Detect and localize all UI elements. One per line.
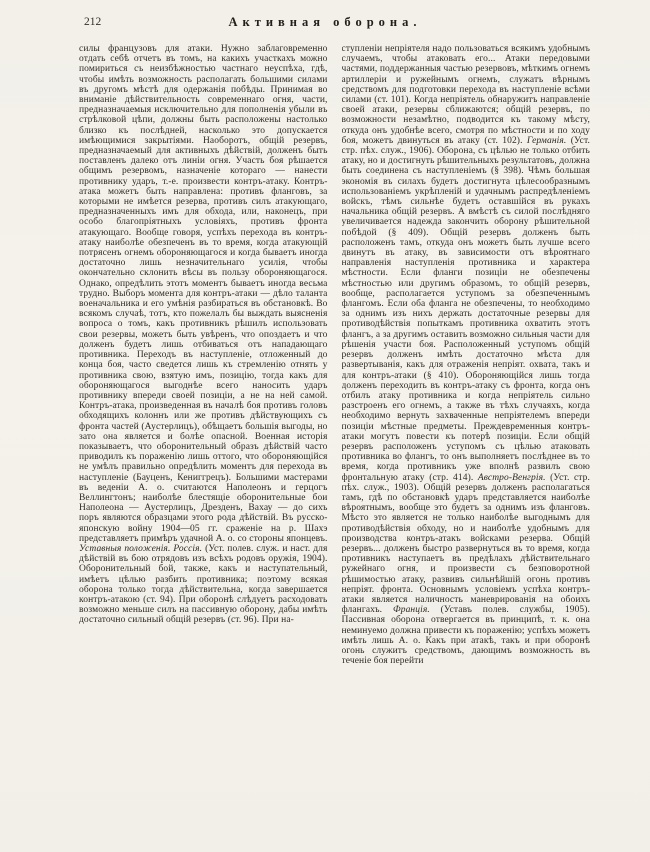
text-segment: (Уст. полев. служ. и наст. для дѣйствій въ бою отрядовъ изъ всѣхъ родовъ оружія, 1904). Оборонительный бой, также, какъ и наступательный, имѣетъ цѣлью разбить противника; поэтому всякая оборона только тогда дѣйствительна, когда завершается контръ-атакою (ст. 94). При оборонѣ слѣдуетъ расходовать возможно меньше силъ на пассивную оборону, дабы имѣть достаточно сильный общій резервъ (ст. 96). При на- (79, 543, 328, 626)
text-segment: ступленіи непріятеля надо пользоваться всякимъ удобнымъ случаемъ, чтобы атаковать его... Атаки передовыми частями, поддержанныя частью резервовъ, мѣткимъ огнемъ артиллеріи и ружейнымъ огнемъ, служатъ вѣрнымъ средствомъ для подготовки перехода въ наступленіе всѣми силами (ст. 101). Когда непріятель обнаружитъ направленіе своей атаки, резервы сближаются; общій резервъ, по возможности незамѣтно, подводится къ такому мѣсту, откуда онъ удобнѣе всего, смотря по мѣстности и по ходу боя, можетъ двинуться въ атаку (ст. 102). (341, 44, 590, 146)
text-segment: (Уставъ полев. службы, 1905). Пассивная оборона отвергается въ принципѣ, т. к. она неминуемо должна привести къ пораженію; успѣхъ можетъ имѣть лишь А. о. Какъ при атакѣ, такъ и при оборонѣ огонь служитъ средствомъ, дающимъ возможность въ теченіе боя перейти (341, 605, 590, 667)
text-segment: Франція. (392, 605, 430, 616)
page-body (79, 44, 590, 842)
text-column-right (342, 44, 591, 842)
text-segment: силы французовъ для атаки. Нужно заблаговременно отдать себѣ отчетъ въ томъ, на какихъ участкахъ можно помириться съ неизбѣжностью частнаго неуспѣха, гдѣ, чтобы имѣть возможность располагать большими силами въ другомъ мѣстѣ для одержанія побѣды. Принимая во вниманіе дѣйствительность современнаго огня, части, предназначаемыя исключительно для пополненія убыли въ стрѣлковой цѣпи, должны быть расположены настолько близко къ послѣдней, насколько это допускается имѣющимися закрытіями. Наоборотъ, общій резервъ, предназначаемый для активныхъ дѣйствій, долженъ быть поставленъ далеко отъ линіи огня. Участь боя рѣшается общимъ резервомъ, назначеніе котораго — нанести противнику ударъ, т.-е. произвести контръ-атаку. Контръ-атака можетъ быть направлена: противъ фланговъ, за которыми не имѣется резерва, противъ силъ атакующаго, предназначенныхъ имъ для обхода, или, наконецъ, при особо благопріятныхъ условіяхъ, противъ фронта атакующаго. Вообще говоря, успѣхъ перехода въ контръ-атаку наиболѣе обезпеченъ въ то время, когда атакующій потрясенъ огнемъ обороняющагося и когда бываетъ иногда достаточно лишь незначительнаго усилія, чтобы окончательно склонить вѣсы въ пользу обороняющагося. Однако, опредѣлить этотъ моментъ бываетъ иногда весьма трудно. Выборъ момента для контръ-атаки — дѣло таланта военачальника и его умѣнія разбираться въ обстановкѣ. Во всякомъ случаѣ, тотъ, кто пожелалъ бы выждать выясненія вопроса о томъ, какъ противникъ рѣшилъ использовать свои резервы, можетъ быть увѣренъ, что опоздаетъ и что долженъ будетъ лишь отбиваться отъ нападающаго противника. Переходъ въ наступленіе, отложенный до конца боя, часто сведется лишь къ стремленію отнять у противника свою, взятую имъ, позицію, тогда какъ для обороняющагося выгоднѣе всего наносить ударъ противнику впереди своей позиціи, а не на ней самой. Контръ-атака, произведенная въ началѣ боя противъ головъ обходящихъ колоннъ или же противъ дѣйствующихъ съ фронта частей (Аустерлицъ), обѣщаетъ большія выгоды, но зато она является и болѣе опасной. Военная исторія показываетъ, что оборонительный образъ дѣйствій часто приводилъ къ пораженію лишь оттого, что обороняющійся не умѣлъ правильно опредѣлить моментъ для перехода въ наступленіе (Бауценъ, Кениггрецъ). Большими мастерами въ веденіи А. о. считаются Наполеонъ и герцогъ Веллингтонъ; наиболѣе блестящіе оборонительные бои Наполеона — Аустерлицъ, Дрезденъ, Вахау — до сихъ поръ являются образцами этого рода дѣйствій. Въ русско-японскую войну 1904—05 гг. сраженіе на р. Шахэ представляетъ примѣръ удачной А. о. со стороны японцевъ. (79, 44, 328, 544)
page-number: 212 (84, 16, 102, 28)
text-column-left (79, 44, 328, 842)
text-segment: (Уст. стр. пѣх. служ., 1903). Общій резервъ долженъ располагаться тамъ, гдѣ по обстановкѣ ударъ представляется наиболѣе вѣроятнымъ, вообще это будетъ за однимъ изъ фланговъ. Мѣсто это является не только наиболѣе выгоднымъ для противодѣйствія обходу, но и наиболѣе удобнымъ для производства контръ-атакъ войсками резерва. Общій резервъ... долженъ быстро развернуться въ то время, когда противникъ наступаетъ въ предѣлахъ дѣйствительнаго ружейнаго огня, и произвести съ безповоротной рѣшимостью атаку, развивъ сильнѣйшій огонь противъ непріят. фронта. Основнымъ условіемъ успѣха контръ-атаки является наличность маневрированія на обоихъ флангахъ. (341, 472, 590, 616)
text-segment: Уставныя положенія. Россія. (79, 543, 203, 554)
page-title: Активная оборона. (228, 15, 422, 29)
text-segment: Австро-Венгрія. (477, 472, 546, 483)
page-header (0, 15, 650, 33)
text-segment: Германія. (526, 135, 567, 146)
text-segment: (Уст. стр. пѣх. служ., 1906). Оборона, съ цѣлью не только отбить атаку, но и достигнуть рѣшительныхъ результатовъ, должна быть соединена съ наступленіемъ (§ 398). Чѣмъ большая экономія въ силахъ будетъ достигнута цѣлесообразнымъ использованіемъ укрѣпленій и удачнымъ распредѣленіемъ войскъ, тѣмъ сильнѣе будетъ оставшійся въ рукахъ начальника общій резервъ. А вмѣстѣ съ силой послѣдняго увеличивается надежда закончить оборону рѣшительной побѣдой (§ 409). Общій резервъ долженъ быть расположенъ тамъ, откуда онъ можетъ быть лучше всего двинутъ въ атаку, въ зависимости отъ вѣроятнаго направленія наступленія противника и характера мѣстности. Если фланги позиціи не обезпечены мѣстностью или другимъ образомъ, то общій резервъ, вообще, располагается уступомъ за обезпеченнымъ флангомъ. Если оба фланга не обезпечены, то необходимо за однимъ изъ нихъ держать достаточные резервы для противодѣйствія попыткамъ противника охватить этотъ флангъ, а за другимъ оставить возможно сильныя части для рѣшенія участи боя. Расположенный уступомъ общій резервъ долженъ имѣть достаточно мѣста для развертыванія, какъ для отраженія непріят. охвата, такъ и для контръ-атаки (§ 410). Обороняющійся лишь тогда долженъ переходить въ контръ-атаку съ фронта, когда онъ отбилъ атаку противника и когда непріятель сильно разстроенъ его огнемъ, а также въ тѣхъ случаяхъ, когда необходимо вернуть захваченные непріятелемъ впереди позиціи мѣстные предметы. Преждевременныя контръ-атаки могутъ повести къ потерѣ позиціи. Если общій резервъ расположенъ уступомъ съ цѣлью атаковать противника во флангъ, то онъ выполняетъ послѣднее въ то время, когда противникъ уже вполнѣ развилъ свою фронтальную атаку (стр. 414). (341, 135, 590, 483)
